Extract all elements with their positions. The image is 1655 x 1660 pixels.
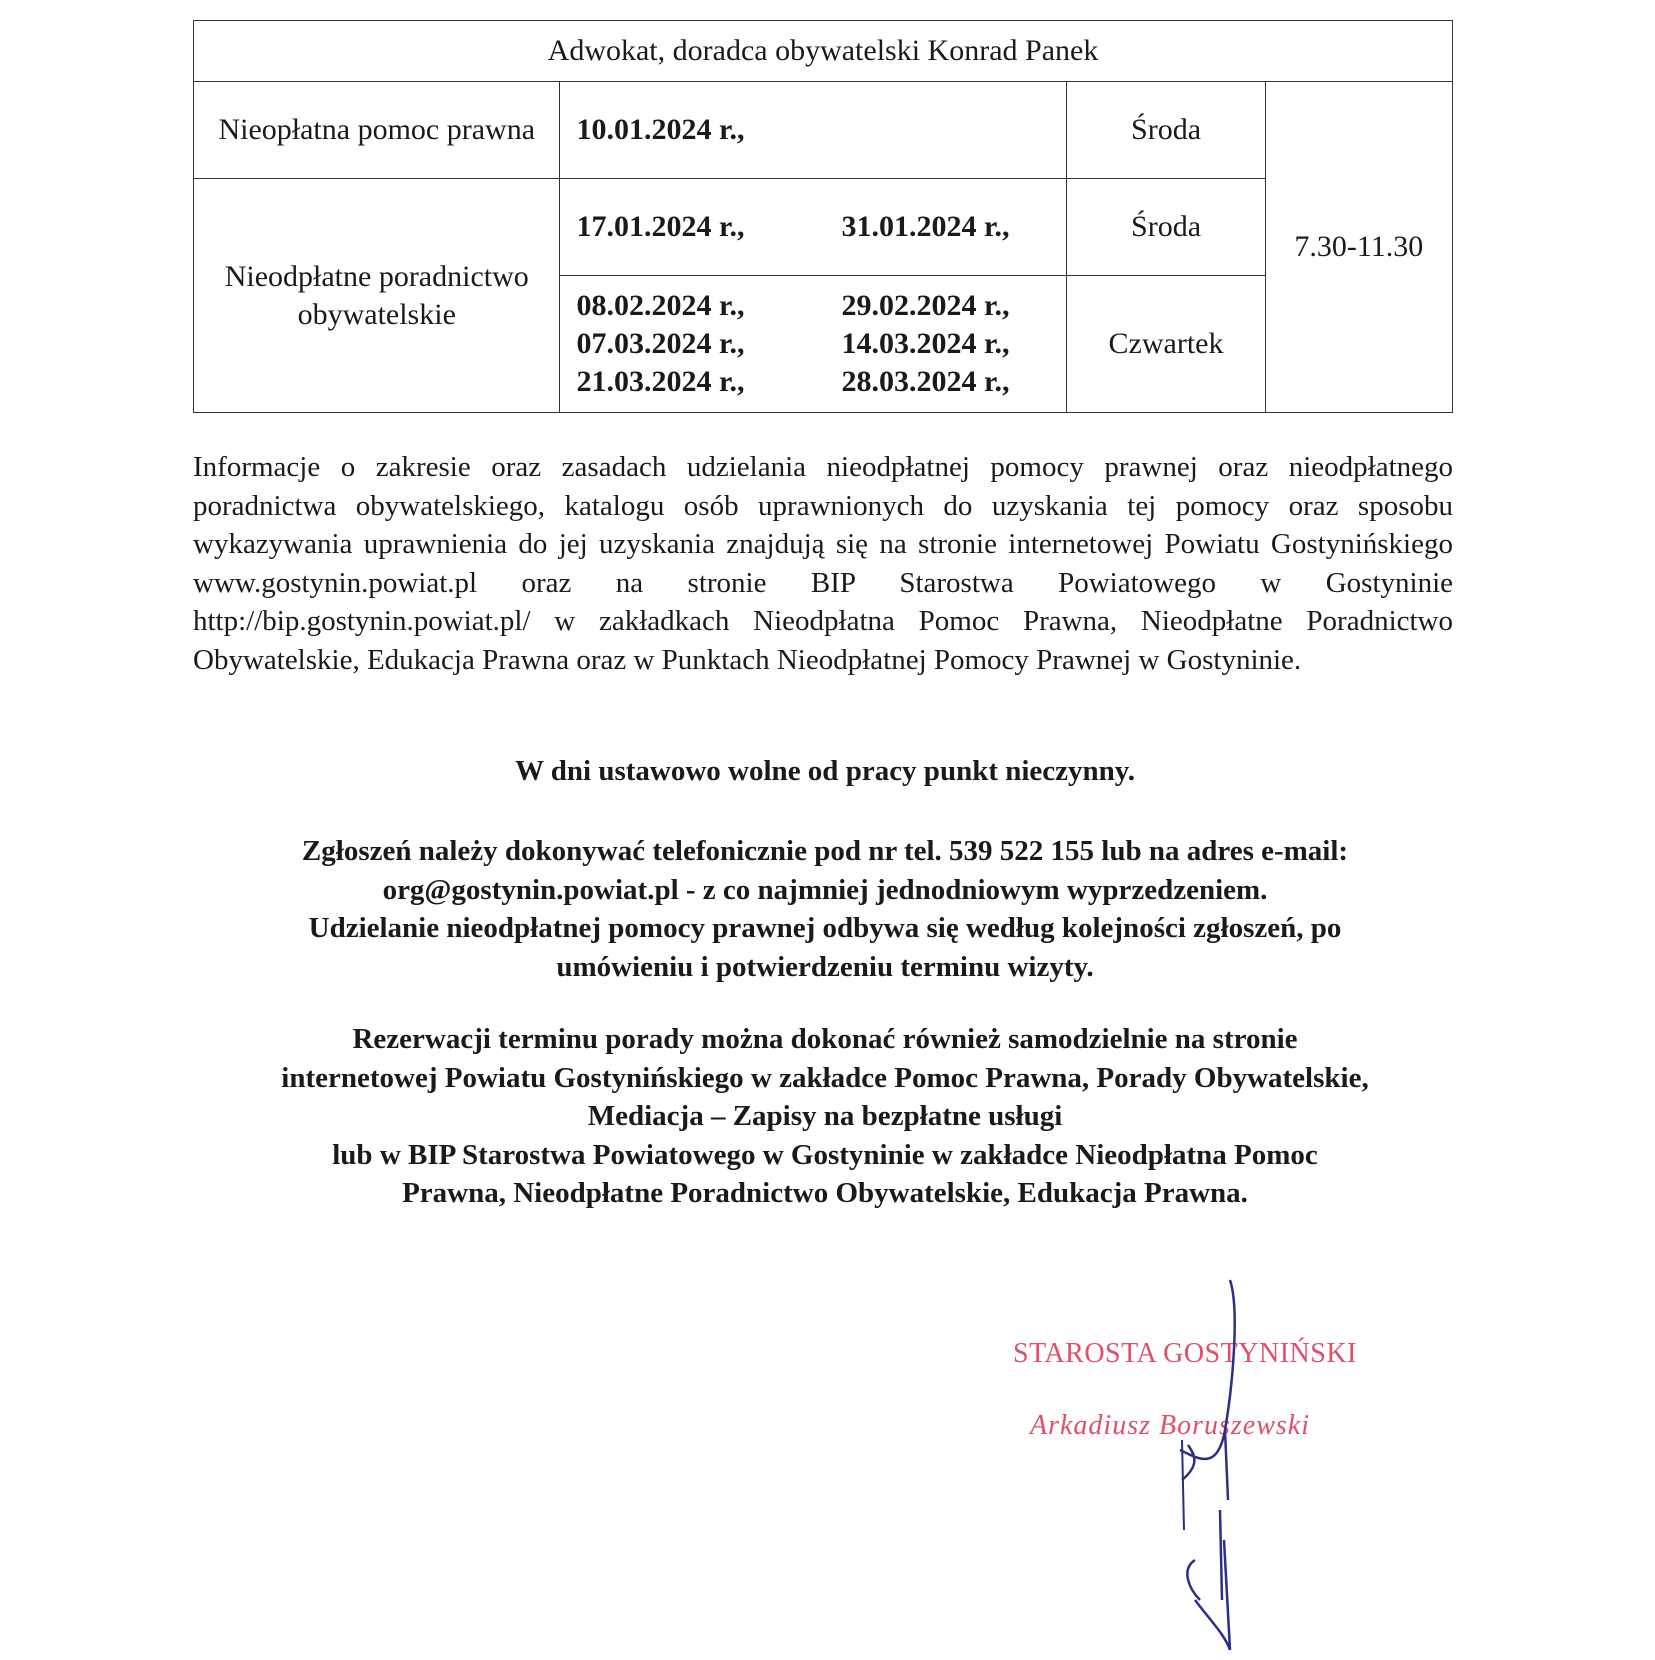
date: 14.03.2024 r., bbox=[841, 327, 1010, 360]
reservation-line: internetowej Powiatu Gostynińskiego w zakładce Pomoc Prawna, Porady Obywatelskie, bbox=[281, 1061, 1369, 1094]
reservation-line: Prawna, Nieodpłatne Poradnictwo Obywatelskie, Edukacja Prawna. bbox=[402, 1177, 1248, 1209]
dates-cell bbox=[560, 179, 1067, 276]
weekday: Środa bbox=[1067, 82, 1265, 179]
date: 07.03.2024 r., bbox=[576, 327, 745, 360]
service-legal-aid: Nieopłatna pomoc prawna bbox=[194, 82, 560, 179]
stamp-name: Arkadiusz Boruszewski bbox=[1030, 1410, 1310, 1441]
notice-contact bbox=[160, 832, 1490, 986]
date: 28.03.2024 r., bbox=[841, 365, 1010, 398]
signature-icon bbox=[1170, 1270, 1310, 1660]
service-civic-advice: Nieodpłatne poradnictwo obywatelskie bbox=[194, 179, 560, 413]
weekday: Środa bbox=[1067, 179, 1265, 276]
table-row bbox=[194, 82, 1453, 179]
date: 10.01.2024 r., bbox=[576, 113, 745, 146]
reservation-line: lub w BIP Starostwa Powiatowego w Gostyninie w zakładce Nieodpłatna Pomoc bbox=[332, 1138, 1318, 1171]
table-row bbox=[194, 179, 1453, 276]
schedule-table bbox=[193, 20, 1453, 413]
contact-line: umówieniu i potwierdzeniu terminu wizyty. bbox=[556, 950, 1094, 983]
table-header: Adwokat, doradca obywatelski Konrad Panek bbox=[194, 21, 1453, 82]
date: 21.03.2024 r., bbox=[576, 365, 745, 398]
dates-cell bbox=[560, 276, 1067, 413]
notice-reservation bbox=[160, 1020, 1490, 1213]
dates-cell bbox=[560, 82, 1067, 179]
date: 29.02.2024 r., bbox=[841, 289, 1010, 322]
hours: 7.30-11.30 bbox=[1265, 82, 1452, 413]
contact-line: org@gostynin.powiat.pl - z co najmniej jednodniowym wyprzedzeniem. bbox=[382, 873, 1268, 906]
reservation-line: Rezerwacji terminu porady można dokonać również samodzielnie na stronie bbox=[352, 1023, 1298, 1055]
weekday: Czwartek bbox=[1067, 276, 1265, 413]
date: 08.02.2024 r., bbox=[576, 289, 745, 322]
contact-line: Udzielanie nieodpłatnej pomocy prawnej odbywa się według kolejności zgłoszeń, po bbox=[308, 912, 1342, 944]
date: 17.01.2024 r., bbox=[576, 210, 745, 243]
contact-line: Zgłoszeń należy dokonywać telefonicznie pod nr tel. 539 522 155 lub na adres e-mail: bbox=[301, 835, 1349, 867]
stamp-title: STAROSTA GOSTYNIŃSKI bbox=[1013, 1338, 1357, 1369]
info-paragraph: Informacje o zakresie oraz zasadach udzielania nieodpłatnej pomocy prawnej oraz nieodpłatnego poradnictwa obywatelskiego, katalogu osób uprawnionych do uzyskania tej pomocy oraz sposobu wykazywania uprawnienia do jej uzyskania znajdują się na stronie internetowej Powiatu Gostynińskiego www.gostynin.powiat.pl oraz na stronie BIP Starostwa Powiatowego w Gostyninie http://bip.gostynin.powiat.pl/ w zakładkach Nieodpłatna Pomoc Prawna, Nieodpłatne Poradnictwo Obywatelskie, Edukacja Prawna oraz w Punktach Nieodpłatnej Pomocy Prawnej w Gostyninie. bbox=[193, 451, 1453, 676]
date: 31.01.2024 r., bbox=[841, 210, 1010, 243]
notice-closed: W dni ustawowo wolne od pracy punkt nieczynny. bbox=[515, 755, 1135, 787]
reservation-line: Mediacja – Zapisy na bezpłatne usługi bbox=[587, 1100, 1063, 1132]
